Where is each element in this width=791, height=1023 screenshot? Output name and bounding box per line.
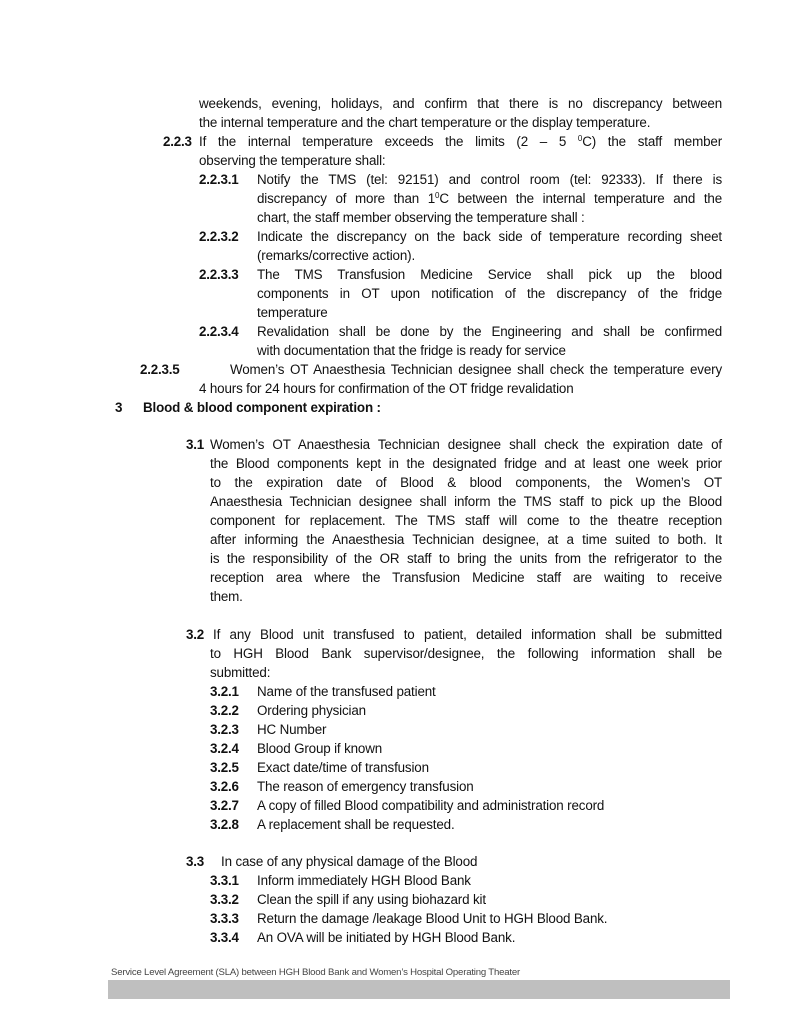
- list-item-number: 3.3.4: [210, 930, 239, 945]
- list-item: Blood Group if known: [257, 741, 383, 756]
- list-item: Ordering physician: [257, 703, 366, 718]
- list-item: A copy of filled Blood compatibility and administration record: [257, 798, 605, 813]
- list-item: HC Number: [257, 722, 327, 737]
- paragraph-line: submitted:: [210, 665, 271, 680]
- list-item: Exact date/time of transfusion: [257, 760, 429, 775]
- section-number: 3.3: [186, 854, 205, 869]
- list-item-number: 3.2.3: [210, 722, 239, 737]
- paragraph-line: Women’s OT Anaesthesia Technician designee shall check the temperature every: [230, 362, 722, 377]
- list-item-number: 3.3.3: [210, 911, 239, 926]
- paragraph-line: them.: [210, 589, 243, 604]
- paragraph-line: chart, the staff member observing the temperature shall :: [257, 210, 585, 225]
- section-number: 3.1: [186, 437, 205, 452]
- section-number: 2.2.3.3: [199, 267, 239, 282]
- list-item: Clean the spill if any using biohazard kit: [257, 892, 486, 907]
- paragraph-line: to the expiration date of Blood & blood components, the Women’s OT: [210, 475, 722, 490]
- section-number: 3.2: [186, 627, 205, 642]
- paragraph-line: discrepancy of more than $1^0C$ between the internal temperature and the: [257, 191, 722, 206]
- paragraph-line: to HGH Blood Bank supervisor/designee, the following information shall be: [210, 646, 722, 661]
- paragraph-line: Women’s OT Anaesthesia Technician designee shall check the expiration date of: [210, 437, 722, 452]
- paragraph-line: If any Blood unit transfused to patient, detailed information shall be submitted: [213, 627, 722, 642]
- section-number: 3: [115, 400, 123, 415]
- list-item-number: 3.2.2: [210, 703, 239, 718]
- footer-bar: [108, 980, 730, 999]
- paragraph-line: If the internal temperature exceeds the limits (2 – 5 $^0$C) the staff member: [199, 134, 722, 149]
- paragraph-line: Notify the TMS (tel: 92151) and control room (tel: 92333). If there is: [257, 172, 722, 187]
- section-number: 2.2.3.5: [140, 362, 180, 377]
- list-item-number: 3.3.2: [210, 892, 239, 907]
- paragraph-line: with documentation that the fridge is ready for service: [257, 343, 566, 358]
- list-item: The reason of emergency transfusion: [257, 779, 474, 794]
- list-item-number: 3.2.6: [210, 779, 239, 794]
- list-item-number: 3.2.8: [210, 817, 239, 832]
- paragraph-line: components in OT upon notification of the discrepancy of the fridge: [257, 286, 722, 301]
- section-number: 2.2.3.1: [199, 172, 239, 187]
- paragraph-line: is the responsibility of the OR staff to bring the units from the refrigerator to the: [210, 551, 722, 566]
- section-heading: Blood & blood component expiration :: [143, 400, 381, 415]
- list-item-number: 3.3.1: [210, 873, 239, 888]
- paragraph-line: temperature: [257, 305, 328, 320]
- paragraph-line: Indicate the discrepancy on the back side of temperature recording sheet: [257, 229, 722, 244]
- paragraph-line: after informing the Anaesthesia Technician designee, at a time suited to both. It: [210, 532, 722, 547]
- list-item-number: 3.2.1: [210, 684, 239, 699]
- paragraph-line: reception area where the Transfusion Medicine staff are waiting to receive: [210, 570, 722, 585]
- list-item: Return the damage /leakage Blood Unit to HGH Blood Bank.: [257, 911, 608, 926]
- list-item: Name of the transfused patient: [257, 684, 436, 699]
- paragraph-line: Anaesthesia Technician designee shall inform the TMS staff to pick up the Blood: [210, 494, 722, 509]
- list-item: A replacement shall be requested.: [257, 817, 455, 832]
- paragraph-line: The TMS Transfusion Medicine Service shall pick up the blood: [257, 267, 722, 282]
- list-item: An OVA will be initiated by HGH Blood Bank.: [257, 930, 516, 945]
- section-number: 2.2.3: [163, 134, 192, 149]
- paragraph-line: component for replacement. The TMS staff will come to the theatre reception: [210, 513, 722, 528]
- section-number: 2.2.3.4: [199, 324, 239, 339]
- list-item-number: 3.2.5: [210, 760, 239, 775]
- paragraph-line: the internal temperature and the chart temperature or the display temperature.: [199, 115, 651, 130]
- section-number: 2.2.3.2: [199, 229, 239, 244]
- list-item: Inform immediately HGH Blood Bank: [257, 873, 471, 888]
- paragraph-line: 4 hours for 24 hours for confirmation of the OT fridge revalidation: [199, 381, 574, 396]
- paragraph-line: observing the temperature shall:: [199, 153, 386, 168]
- paragraph-line: weekends, evening, holidays, and confirm that there is no discrepancy between: [199, 96, 722, 111]
- list-item-number: 3.2.7: [210, 798, 239, 813]
- paragraph-line: the Blood components kept in the designated fridge and at least one week prior: [210, 456, 722, 471]
- paragraph-line: In case of any physical damage of the Blood: [221, 854, 478, 869]
- list-item-number: 3.2.4: [210, 741, 239, 756]
- paragraph-line: Revalidation shall be done by the Engineering and shall be confirmed: [257, 324, 722, 339]
- page-footer-text: Service Level Agreement (SLA) between HGH Blood Bank and Women’s Hospital Operating Theater: [111, 967, 520, 978]
- paragraph-line: (remarks/corrective action).: [257, 248, 416, 263]
